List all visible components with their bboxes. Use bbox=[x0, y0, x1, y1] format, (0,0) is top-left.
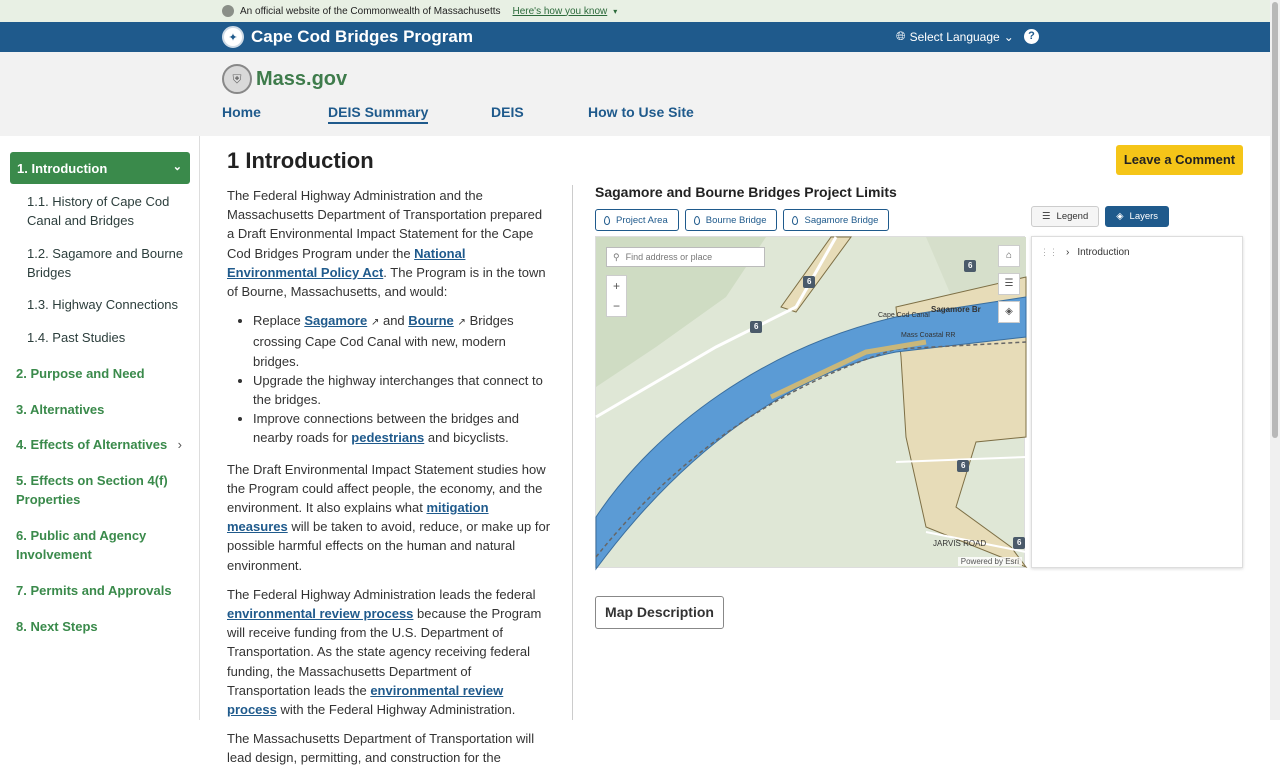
pin-icon bbox=[694, 216, 700, 225]
map-panel-tabs bbox=[1031, 206, 1169, 227]
map-view[interactable] bbox=[595, 236, 1025, 568]
sidebar-subitem-bridges[interactable]: 1.2. Sagamore and Bourne Bridges bbox=[27, 246, 184, 280]
mass-seal-icon: ⛨ bbox=[222, 64, 252, 94]
page-title: 1 Introduction bbox=[227, 148, 374, 173]
text: will be taken to avoid, reduce, or make up for possible harmful effects on the human and natural environment. bbox=[227, 519, 551, 573]
route-label: 6 bbox=[961, 461, 966, 470]
list-item: • Upgrade the highway interchanges that connect to the bridges. bbox=[253, 371, 552, 409]
pin-icon bbox=[792, 216, 798, 225]
text: The Federal Highway Administration leads the federal bbox=[227, 586, 536, 602]
pedestrians-link[interactable]: pedestrians bbox=[351, 430, 425, 446]
chip-sagamore-bridge[interactable] bbox=[783, 209, 889, 231]
sidebar-item-purpose[interactable]: 2. Purpose and Need bbox=[16, 366, 145, 381]
select-language-button[interactable] bbox=[896, 29, 1014, 44]
chevron-right-icon[interactable]: › bbox=[1066, 247, 1070, 258]
text: Improve connections between the bridges and nearby roads for bbox=[253, 411, 519, 446]
external-link-icon: ↗ bbox=[368, 317, 380, 329]
leave-comment-button[interactable]: Leave a Comment bbox=[1116, 145, 1243, 175]
sidebar-item-public-involvement[interactable]: 6. Public and Agency Involvement bbox=[16, 528, 147, 562]
sidebar-subitem-history[interactable]: 1.1. History of Cape Cod Canal and Bridges bbox=[27, 194, 170, 228]
review-process-link[interactable]: environmental review process bbox=[227, 606, 414, 622]
text: Replace bbox=[253, 313, 305, 329]
pin-icon bbox=[604, 216, 610, 225]
basemap-layers-icon[interactable]: ◈ bbox=[998, 301, 1020, 323]
page-scrollbar[interactable] bbox=[1270, 0, 1280, 720]
tab-label: Layers bbox=[1129, 211, 1159, 222]
search-placeholder: Find address or place bbox=[625, 252, 713, 262]
list-item bbox=[253, 409, 552, 447]
sagamore-link[interactable] bbox=[304, 313, 367, 328]
mitigation-link[interactable]: mitigation measures bbox=[227, 500, 489, 535]
railroad-label: Mass Coastal RR bbox=[901, 332, 956, 339]
program-logo-icon[interactable]: ✦ bbox=[222, 26, 244, 48]
program-bar bbox=[0, 22, 1270, 52]
layers-icon: ◈ bbox=[1116, 211, 1124, 222]
sidebar-item-alternatives[interactable]: 3. Alternatives bbox=[16, 402, 105, 417]
text: with the Federal Highway Administration. bbox=[276, 702, 516, 718]
sidebar-item-permits[interactable]: 7. Permits and Approvals bbox=[16, 583, 172, 598]
drag-handle-icon[interactable]: ⋮⋮ bbox=[1040, 247, 1058, 257]
text: . The Program is in the town of Bourne, Massachusetts, and would: bbox=[227, 264, 546, 300]
paragraph bbox=[227, 460, 552, 575]
goals-list bbox=[253, 311, 552, 447]
canal-label: Cape Cod Canal bbox=[878, 312, 930, 319]
paragraph: The Massachusetts Department of Transportation will lead design, permitting, and construction for the bbox=[227, 731, 535, 766]
chevron-down-icon: ⌄ bbox=[172, 161, 182, 173]
chevron-down-icon: ▾ bbox=[613, 6, 618, 16]
text: and bbox=[379, 313, 409, 329]
list-icon: ☰ bbox=[1042, 211, 1051, 222]
scrollbar-thumb[interactable] bbox=[1272, 2, 1278, 438]
help-button[interactable]: ? bbox=[1024, 29, 1039, 44]
map-tools bbox=[998, 245, 1020, 323]
link-text: Sagamore bbox=[304, 313, 368, 329]
nepa-link[interactable]: National Environmental Policy Act bbox=[227, 245, 466, 280]
route-label: 6 bbox=[1017, 538, 1022, 547]
map-description-button[interactable]: Map Description bbox=[595, 596, 724, 629]
mass-gov-logo-text: Mass.gov bbox=[256, 67, 348, 90]
sidebar-item-introduction[interactable] bbox=[10, 152, 190, 184]
layer-label: Introduction bbox=[1077, 247, 1130, 258]
sidebar bbox=[0, 136, 200, 720]
official-banner-text: An official website of the Commonwealth of Massachusetts bbox=[240, 5, 501, 17]
paragraph bbox=[227, 585, 552, 719]
zoom-controls bbox=[606, 275, 627, 317]
text: because the Program will receive funding from the U.S. Department of Transportation. As the state agency receiving federal funding, the Massachusetts Department of Transportation leads the bbox=[227, 606, 542, 698]
zoom-in-button[interactable]: + bbox=[612, 279, 620, 293]
nav-deis[interactable]: DEIS bbox=[491, 104, 524, 120]
route-label: 6 bbox=[754, 322, 759, 331]
how-you-know-link[interactable]: Here's how you know bbox=[512, 5, 608, 17]
zoom-out-button[interactable]: − bbox=[612, 299, 620, 313]
layers-panel bbox=[1031, 236, 1243, 568]
map-bookmarks bbox=[595, 209, 889, 231]
legend-list-icon[interactable]: ☰ bbox=[998, 273, 1020, 295]
chip-label: Sagamore Bridge bbox=[804, 214, 879, 226]
map-canvas bbox=[596, 237, 1026, 569]
chip-bourne-bridge[interactable] bbox=[685, 209, 778, 231]
sidebar-item-next-steps[interactable]: 8. Next Steps bbox=[16, 619, 98, 634]
paragraph bbox=[227, 186, 552, 301]
chip-project-area[interactable] bbox=[595, 209, 679, 231]
mass-gov-logo[interactable] bbox=[222, 64, 347, 94]
chip-label: Project Area bbox=[616, 214, 668, 226]
sidebar-item-effects[interactable] bbox=[16, 435, 182, 454]
chevron-right-icon[interactable]: › bbox=[177, 437, 182, 452]
home-icon[interactable]: ⌂ bbox=[998, 245, 1020, 267]
sidebar-item-label: 4. Effects of Alternatives bbox=[16, 437, 168, 452]
tab-legend[interactable] bbox=[1031, 206, 1099, 227]
column-divider bbox=[572, 185, 573, 720]
sidebar-subitem-past-studies[interactable]: 1.4. Past Studies bbox=[27, 330, 126, 345]
select-language-label: Select Language bbox=[909, 29, 1000, 44]
official-banner bbox=[0, 0, 1270, 22]
nav-how-to-use[interactable]: How to Use Site bbox=[588, 104, 694, 120]
site-header bbox=[0, 52, 1270, 136]
text: The Draft Environmental Impact Statement studies how the Program could affect people, the economy, and the environment. It also explains what bbox=[227, 461, 546, 516]
seal-icon bbox=[222, 5, 234, 17]
route-label: 6 bbox=[968, 261, 973, 270]
chevron-down-icon: ⌄ bbox=[1003, 29, 1014, 44]
tab-label: Legend bbox=[1056, 211, 1089, 222]
sidebar-subitem-highway[interactable]: 1.3. Highway Connections bbox=[27, 297, 179, 312]
text: The Federal Highway Administration and the Massachusetts Department of Transportation prepared a Draft Environmental Impact Statement for the Cape Cod Bridges Program under the bbox=[227, 188, 543, 261]
list-item bbox=[253, 311, 552, 371]
globe-icon: 🌐︎ bbox=[896, 29, 906, 43]
map-title: Sagamore and Bourne Bridges Project Limits bbox=[595, 184, 897, 200]
search-icon: ⚲ bbox=[613, 251, 620, 262]
external-link-icon: ↗ bbox=[454, 317, 466, 329]
review-process-link[interactable]: environmental review process bbox=[227, 682, 504, 718]
route-label: 6 bbox=[807, 277, 812, 286]
map-search-input[interactable] bbox=[606, 247, 765, 267]
text: Bridges crossing Cape Cod Canal with new, modern bridges. bbox=[253, 313, 514, 369]
sidebar-item-label: 1. Introduction bbox=[17, 161, 108, 176]
layer-item[interactable] bbox=[1040, 247, 1130, 258]
nav-deis-summary[interactable]: DEIS Summary bbox=[328, 104, 428, 124]
article-body bbox=[227, 186, 552, 778]
program-title[interactable]: Cape Cod Bridges Program bbox=[251, 27, 473, 46]
esri-attribution: Powered by Esri bbox=[958, 557, 1022, 566]
chip-label: Bourne Bridge bbox=[705, 214, 767, 226]
bourne-link[interactable] bbox=[408, 313, 454, 328]
nav-home[interactable]: Home bbox=[222, 104, 261, 120]
tab-layers[interactable] bbox=[1105, 206, 1169, 227]
bridge-label: Sagamore Br bbox=[931, 305, 981, 314]
text: and bicyclists. bbox=[424, 430, 509, 446]
road-label: JARVIS ROAD bbox=[933, 539, 987, 548]
link-text: Bourne bbox=[408, 313, 454, 329]
sidebar-item-section-4f[interactable]: 5. Effects on Section 4(f) Properties bbox=[16, 473, 168, 507]
